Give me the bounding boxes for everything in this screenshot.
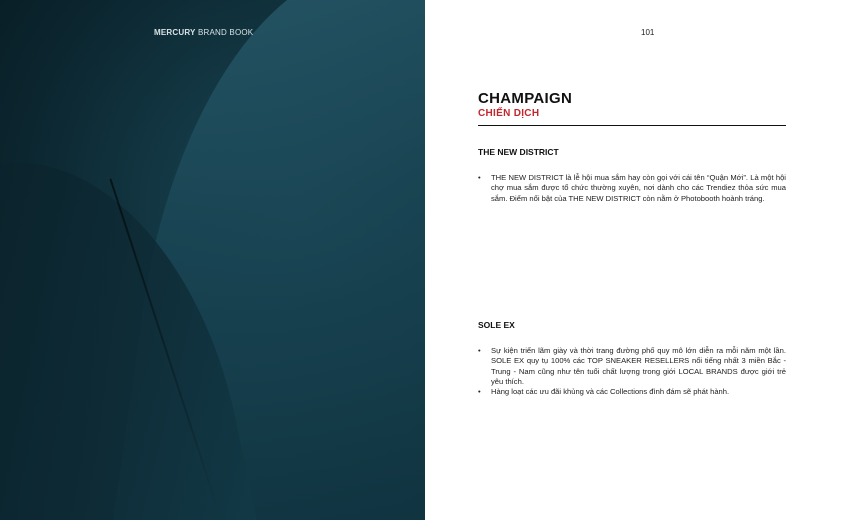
brand-book-label: BRAND BOOK bbox=[195, 28, 254, 37]
bullet-text: Hàng loạt các ưu đãi khủng và các Collections đình đám sẽ phát hành. bbox=[491, 387, 730, 397]
bullet-icon: • bbox=[478, 173, 481, 182]
page-title: CHAMPAIGN bbox=[478, 90, 573, 107]
title-divider bbox=[478, 125, 786, 126]
bullet-text: Sự kiện triển lãm giày và thời trang đường phố quy mô lớn diễn ra mỗi năm một lần. SOLE EX quy tụ 100% các TOP SNEAKER RESELLERS nổi tiếng nhất 3 miền Bắc - Trung - Nam cũng như tên tuổi chất lượng trong giới LOCAL BRANDS được giới trẻ yêu thích. bbox=[491, 346, 786, 386]
content-page bbox=[425, 0, 849, 520]
bullet-list-new-district bbox=[478, 173, 786, 204]
page-subtitle: CHIẾN DỊCH bbox=[478, 108, 540, 119]
list-item bbox=[478, 173, 786, 204]
bullet-icon: • bbox=[478, 346, 481, 355]
section-heading-sole-ex: SOLE EX bbox=[478, 320, 515, 330]
bullet-text: THE NEW DISTRICT là lễ hội mua sắm hay còn gọi với cái tên “Quận Mới”. Là một hội chợ mua sắm được tổ chức thường xuyên, nơi dành cho các Trendiez thỏa sức mua sắm. Điểm nổi bật của THE NEW DISTRICT còn nằm ở Photobooth hoành tráng. bbox=[491, 173, 786, 203]
bullet-icon: • bbox=[478, 387, 481, 397]
list-item bbox=[478, 346, 786, 387]
list-item bbox=[478, 387, 786, 397]
page-number: 101 bbox=[641, 28, 655, 37]
section-heading-new-district: THE NEW DISTRICT bbox=[478, 147, 559, 157]
bullet-list-sole-ex bbox=[478, 346, 786, 397]
brand-name: MERCURY bbox=[154, 28, 196, 37]
brand-book-header bbox=[154, 28, 253, 37]
